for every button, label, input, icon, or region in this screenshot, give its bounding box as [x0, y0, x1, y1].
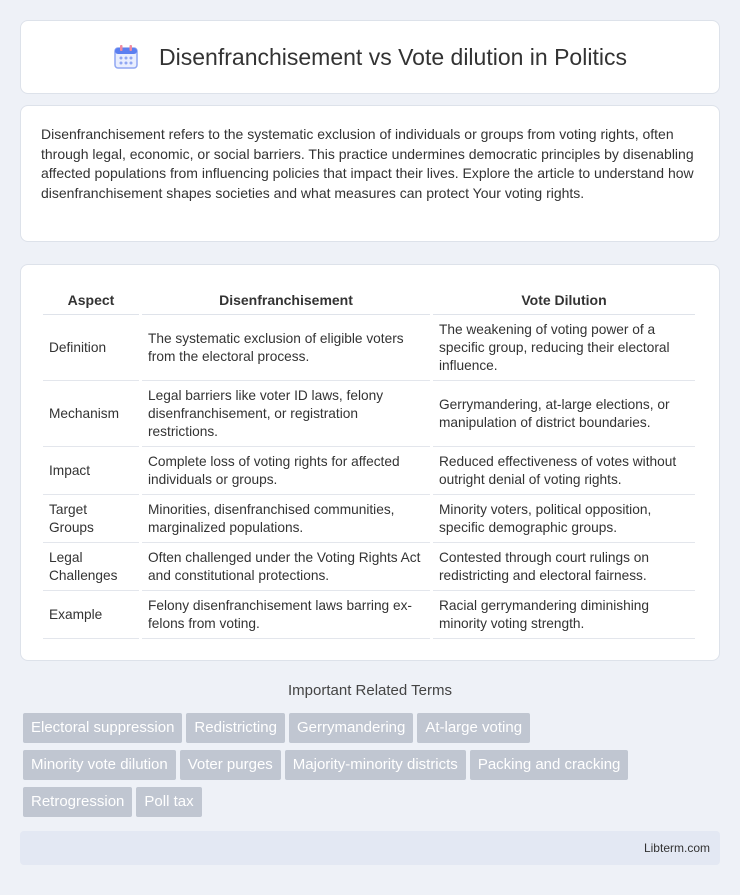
aspect-cell: Legal Challenges	[43, 543, 139, 591]
disenfranchisement-cell: Often challenged under the Voting Rights Act and constitutional protections.	[142, 543, 430, 591]
disenfranchisement-cell: Legal barriers like voter ID laws, felony disenfranchisement, or registration restrictions.	[142, 381, 430, 447]
vote-dilution-cell: Contested through court rulings on redistricting and electoral fairness.	[433, 543, 695, 591]
vote-dilution-cell: Racial gerrymandering diminishing minority voting strength.	[433, 591, 695, 639]
related-term-tag[interactable]: Retrogression	[23, 787, 132, 817]
disenfranchisement-cell: Felony disenfranchisement laws barring ex-felons from voting.	[142, 591, 430, 639]
aspect-cell: Impact	[43, 447, 139, 495]
header-aspect: Aspect	[43, 285, 139, 315]
aspect-cell: Example	[43, 591, 139, 639]
related-term-tag[interactable]: Majority-minority districts	[285, 750, 466, 780]
comparison-table	[40, 285, 698, 639]
header-vote-dilution: Vote Dilution	[433, 285, 695, 315]
vote-dilution-cell: Gerrymandering, at-large elections, or manipulation of district boundaries.	[433, 381, 695, 447]
disenfranchisement-cell: The systematic exclusion of eligible voters from the electoral process.	[142, 315, 430, 381]
footer	[20, 831, 720, 865]
vote-dilution-cell: Reduced effectiveness of votes without outright denial of voting rights.	[433, 447, 695, 495]
intro-card	[20, 105, 720, 242]
related-term-tag[interactable]: Poll tax	[136, 787, 201, 817]
related-term-tag[interactable]: Minority vote dilution	[23, 750, 176, 780]
calendar-icon	[113, 44, 139, 70]
related-term-tag[interactable]: Voter purges	[180, 750, 281, 780]
disenfranchisement-cell: Minorities, disenfranchised communities, marginalized populations.	[142, 495, 430, 543]
table-row	[43, 591, 695, 639]
intro-text: Disenfranchisement refers to the systematic exclusion of individuals or groups from voting rights, often through legal, economic, or social barriers. This practice undermines democratic principles by disenabling affected populations from influencing policies that impact their lives. Explore the article to understand how disenfranchisement shapes societies and what measures can protect Your voting rights.	[41, 126, 694, 201]
table-header-row	[43, 285, 695, 315]
aspect-cell: Definition	[43, 315, 139, 381]
related-terms-heading: Important Related Terms	[288, 682, 452, 699]
disenfranchisement-cell: Complete loss of voting rights for affected individuals or groups.	[142, 447, 430, 495]
related-term-tag[interactable]: At-large voting	[417, 713, 530, 743]
title-card	[20, 20, 720, 94]
related-terms-list	[23, 713, 723, 824]
related-term-tag[interactable]: Electoral suppression	[23, 713, 182, 743]
vote-dilution-cell: The weakening of voting power of a specific group, reducing their electoral influence.	[433, 315, 695, 381]
table-row	[43, 495, 695, 543]
header-disenfranchisement: Disenfranchisement	[142, 285, 430, 315]
related-term-tag[interactable]: Gerrymandering	[289, 713, 413, 743]
vote-dilution-cell: Minority voters, political opposition, specific demographic groups.	[433, 495, 695, 543]
page-title: Disenfranchisement vs Vote dilution in Politics	[159, 43, 627, 70]
footer-site-link[interactable]: Libterm.com	[643, 841, 710, 855]
table-row	[43, 543, 695, 591]
related-term-tag[interactable]: Redistricting	[186, 713, 285, 743]
aspect-cell: Target Groups	[43, 495, 139, 543]
table-row	[43, 315, 695, 381]
table-row	[43, 447, 695, 495]
comparison-table-card	[20, 264, 720, 661]
aspect-cell: Mechanism	[43, 381, 139, 447]
related-term-tag[interactable]: Packing and cracking	[470, 750, 629, 780]
table-row	[43, 381, 695, 447]
